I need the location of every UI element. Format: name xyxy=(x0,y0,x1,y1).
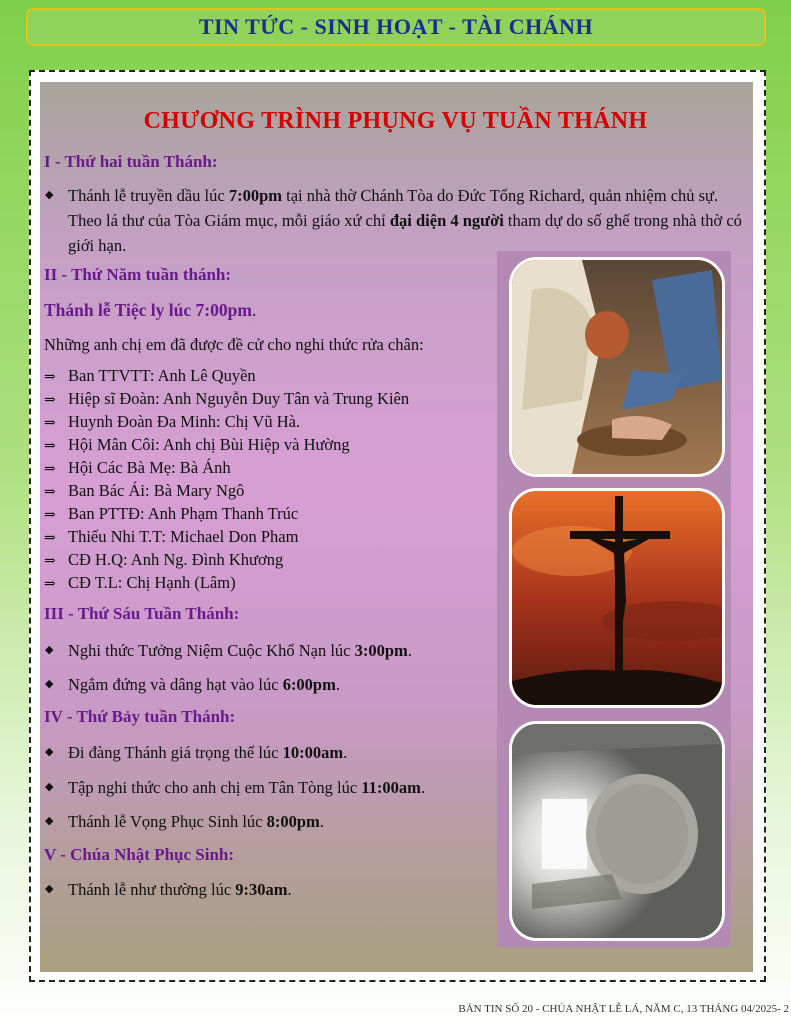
section-4-heading: IV - Thứ Bảy tuần Thánh: xyxy=(44,707,236,726)
list-item: ⇒ Hội Các Bà Mẹ: Bà Ánh xyxy=(44,458,231,477)
list-item: ⇒ Hội Mân Côi: Anh chị Bùi Hiệp và Hường xyxy=(44,435,350,454)
list-item: ⇒ Ban Bác Ái: Bà Mary Ngô xyxy=(44,481,245,500)
list-item: ⇒ Hiệp sĩ Đoàn: Anh Nguyễn Duy Tân và Trung Kiên xyxy=(44,389,410,408)
section-2-intro: Những anh chị em đã được đề cử cho nghi thức rửa chân: xyxy=(44,335,424,354)
section-5-bullet: ◆ Thánh lễ như thường lúc 9:30am. xyxy=(44,877,504,902)
right-arrow-icon: ⇒ xyxy=(44,508,56,523)
list-item: ⇒ CĐ T.L: Chị Hạnh (Lâm) xyxy=(44,573,236,592)
section-2-subheading: Thánh lễ Tiệc ly lúc 7:00pm. xyxy=(44,300,257,320)
foot-washing-image xyxy=(509,257,725,477)
diamond-bullet-icon: ◆ xyxy=(45,189,54,201)
section-header xyxy=(26,8,766,46)
diamond-bullet-icon: ◆ xyxy=(45,883,54,895)
list-item: ⇒ Ban PTTĐ: Anh Phạm Thanh Trúc xyxy=(44,504,299,523)
section-2-heading: II - Thứ Năm tuần thánh: xyxy=(44,265,232,284)
section-1-bullet: ◆ Thánh lễ truyền dầu lúc 7:00pm tại nhà thờ Chánh Tòa do Đức Tổng Richard, quản nhiệm chủ sự. Theo lá thư của Tòa Giám mục, mỗi giáo xứ chỉ đại diện 4 người tham dự do số ghế trong nhà thờ có giới hạn. xyxy=(44,183,749,258)
right-arrow-icon: ⇒ xyxy=(44,554,56,569)
right-arrow-icon: ⇒ xyxy=(44,416,56,431)
section-5-heading: V - Chúa Nhật Phục Sinh: xyxy=(44,845,235,864)
right-arrow-icon: ⇒ xyxy=(44,531,56,546)
page-title: CHƯƠNG TRÌNH PHỤNG VỤ TUẦN THÁNH xyxy=(143,108,648,134)
section-1-heading: I - Thứ hai tuần Thánh: xyxy=(44,152,218,171)
list-item: ⇒ Ban TTVTT: Anh Lê Quyền xyxy=(44,366,256,385)
section-3-heading: III - Thứ Sáu Tuần Thánh: xyxy=(44,604,240,623)
empty-tomb-image xyxy=(509,721,725,941)
right-arrow-icon: ⇒ xyxy=(44,577,56,592)
right-arrow-icon: ⇒ xyxy=(44,370,56,385)
diamond-bullet-icon: ◆ xyxy=(45,644,54,656)
right-arrow-icon: ⇒ xyxy=(44,485,56,500)
diamond-bullet-icon: ◆ xyxy=(45,781,54,793)
diamond-bullet-icon: ◆ xyxy=(45,746,54,758)
footer-text: BẢN TIN SỐ 20 - CHÚA NHẬT LỄ LÁ, NĂM C, 13 THÁNG 04/2025- 2 xyxy=(458,1003,789,1015)
section-header-title: TIN TỨC - SINH HOẠT - TÀI CHÁNH xyxy=(198,14,594,39)
section-4-bullet-2: ◆ Tập nghi thức cho anh chị em Tân Tòng lúc 11:00am. xyxy=(44,775,504,800)
right-arrow-icon: ⇒ xyxy=(44,462,56,477)
section-4-bullet-1: ◆ Đi đàng Thánh giá trọng thể lúc 10:00am. xyxy=(44,740,504,765)
list-item: ⇒ Thiếu Nhi T.T: Michael Don Pham xyxy=(44,527,299,546)
diamond-bullet-icon: ◆ xyxy=(45,678,54,690)
right-arrow-icon: ⇒ xyxy=(44,393,56,408)
list-item: ⇒ CĐ H.Q: Anh Ng. Đình Khương xyxy=(44,550,284,569)
diamond-bullet-icon: ◆ xyxy=(45,815,54,827)
section-4-bullet-3: ◆ Thánh lễ Vọng Phục Sinh lúc 8:00pm. xyxy=(44,809,504,834)
crucifix-image xyxy=(509,488,725,708)
right-arrow-icon: ⇒ xyxy=(44,439,56,454)
section-3-bullet-2: ◆ Ngắm đứng và dâng hạt vào lúc 6:00pm. xyxy=(44,672,504,697)
section-3-bullet-1: ◆ Nghi thức Tưởng Niệm Cuộc Khổ Nạn lúc 3:00pm. xyxy=(44,638,504,663)
list-item: ⇒ Huynh Đoàn Đa Minh: Chị Vũ Hà. xyxy=(44,412,301,431)
